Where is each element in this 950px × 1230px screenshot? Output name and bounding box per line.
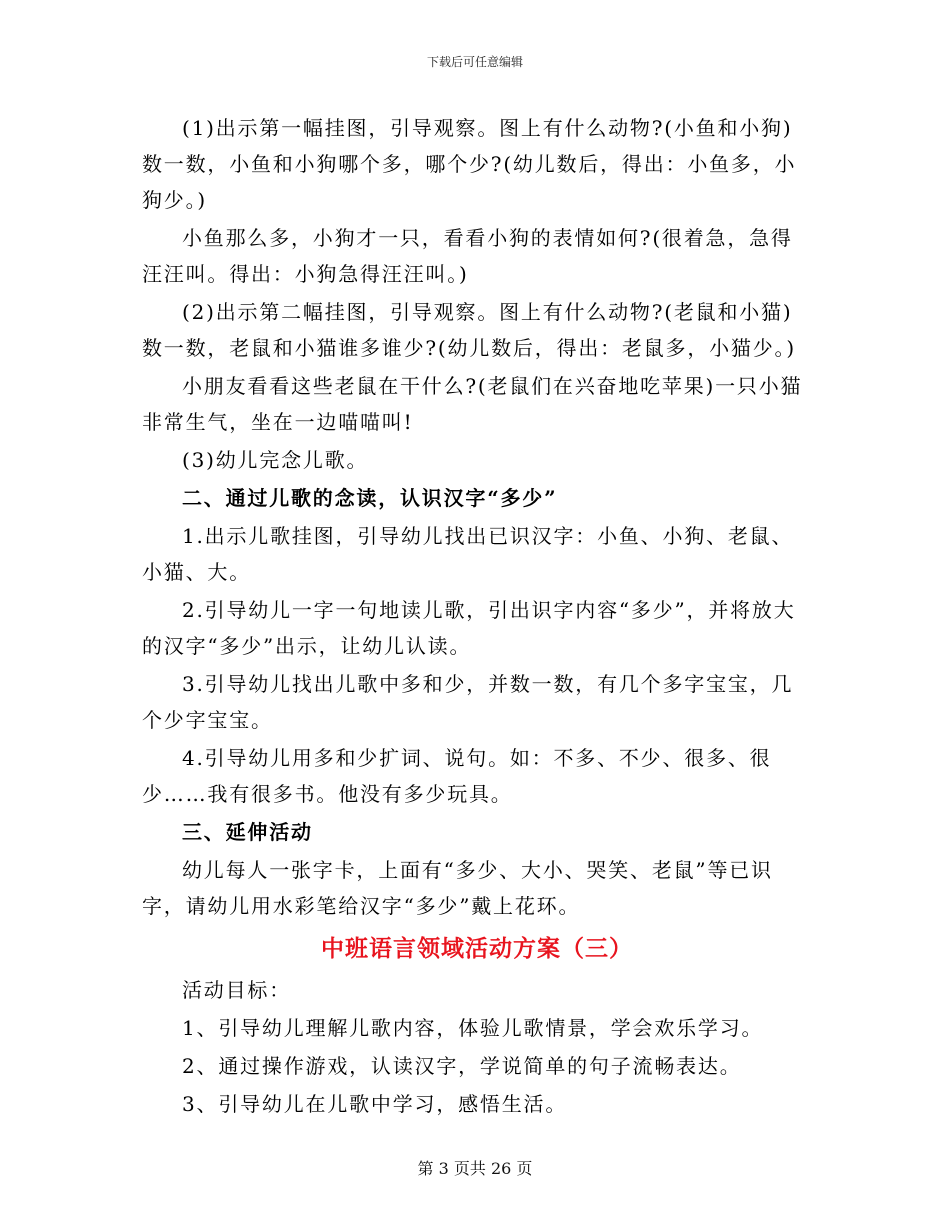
goal-item-2: 2、通过操作游戏，认读汉字，学说简单的句子流畅表达。 (182, 1054, 742, 1078)
heading-section-2: 二、通过儿歌的念读，认识汉字“多少” (182, 486, 558, 510)
list-item-3: 3.引导幼儿找出儿歌中多和少，并数一数，有几个多字宝宝，几个少字宝宝。 (142, 672, 794, 732)
list-item-2: 2.引导幼儿一字一句地读儿歌，引出识字内容“多少”，并将放大的汉字“多少”出示，让幼儿认读。 (142, 598, 796, 658)
goal-item-3: 3、引导幼儿在儿歌中学习，感悟生活。 (182, 1092, 568, 1116)
goal-item-1: 1、引导幼儿理解儿歌内容，体验儿歌情景，学会欢乐学习。 (182, 1016, 764, 1040)
paragraph-extension: 幼儿每人一张字卡，上面有“多少、大小、哭笑、老鼠”等已识字，请幼儿用水彩笔给汉字“多少”戴上花环。 (142, 858, 773, 918)
page-footer: 第 3 页共 26 页 (417, 1159, 533, 1178)
document-body (142, 110, 812, 1124)
paragraph-step-3: (3)幼儿完念儿歌。 (182, 448, 369, 472)
paragraph-mice-eating: 小朋友看看这些老鼠在干什么?(老鼠们在兴奋地吃苹果)一只小猫非常生气，坐在一边喵喵叫! (142, 374, 803, 434)
page-header: 下载后可任意编辑 (426, 55, 523, 69)
list-item-4: 4.引导幼儿用多和少扩词、说句。如：不多、不少、很多、很少……我有很多书。他没有多少玩具。 (142, 746, 772, 806)
goals-label: 活动目标： (182, 978, 291, 1002)
section-title: 中班语言领域活动方案（三） (321, 935, 633, 962)
list-item-1: 1.出示儿歌挂图，引导幼儿找出已识汉字：小鱼、小狗、老鼠、小猫、大。 (142, 524, 794, 584)
paragraph-dog-anxious: 小鱼那么多，小狗才一只，看看小狗的表情如何?(很着急，急得汪汪叫。得出：小狗急得汪汪叫。) (142, 226, 793, 286)
paragraph-step-1: (1)出示第一幅挂图，引导观察。图上有什么动物?(小鱼和小狗)数一数，小鱼和小狗哪个多，哪个少?(幼儿数后，得出：小鱼多，小狗少。) (142, 116, 797, 212)
paragraph-step-2: (2)出示第二幅挂图，引导观察。图上有什么动物?(老鼠和小猫)数一数，老鼠和小猫谁多谁少?(幼儿数后，得出：老鼠多，小猫少。) (142, 300, 796, 360)
heading-section-3: 三、延伸活动 (182, 820, 313, 844)
